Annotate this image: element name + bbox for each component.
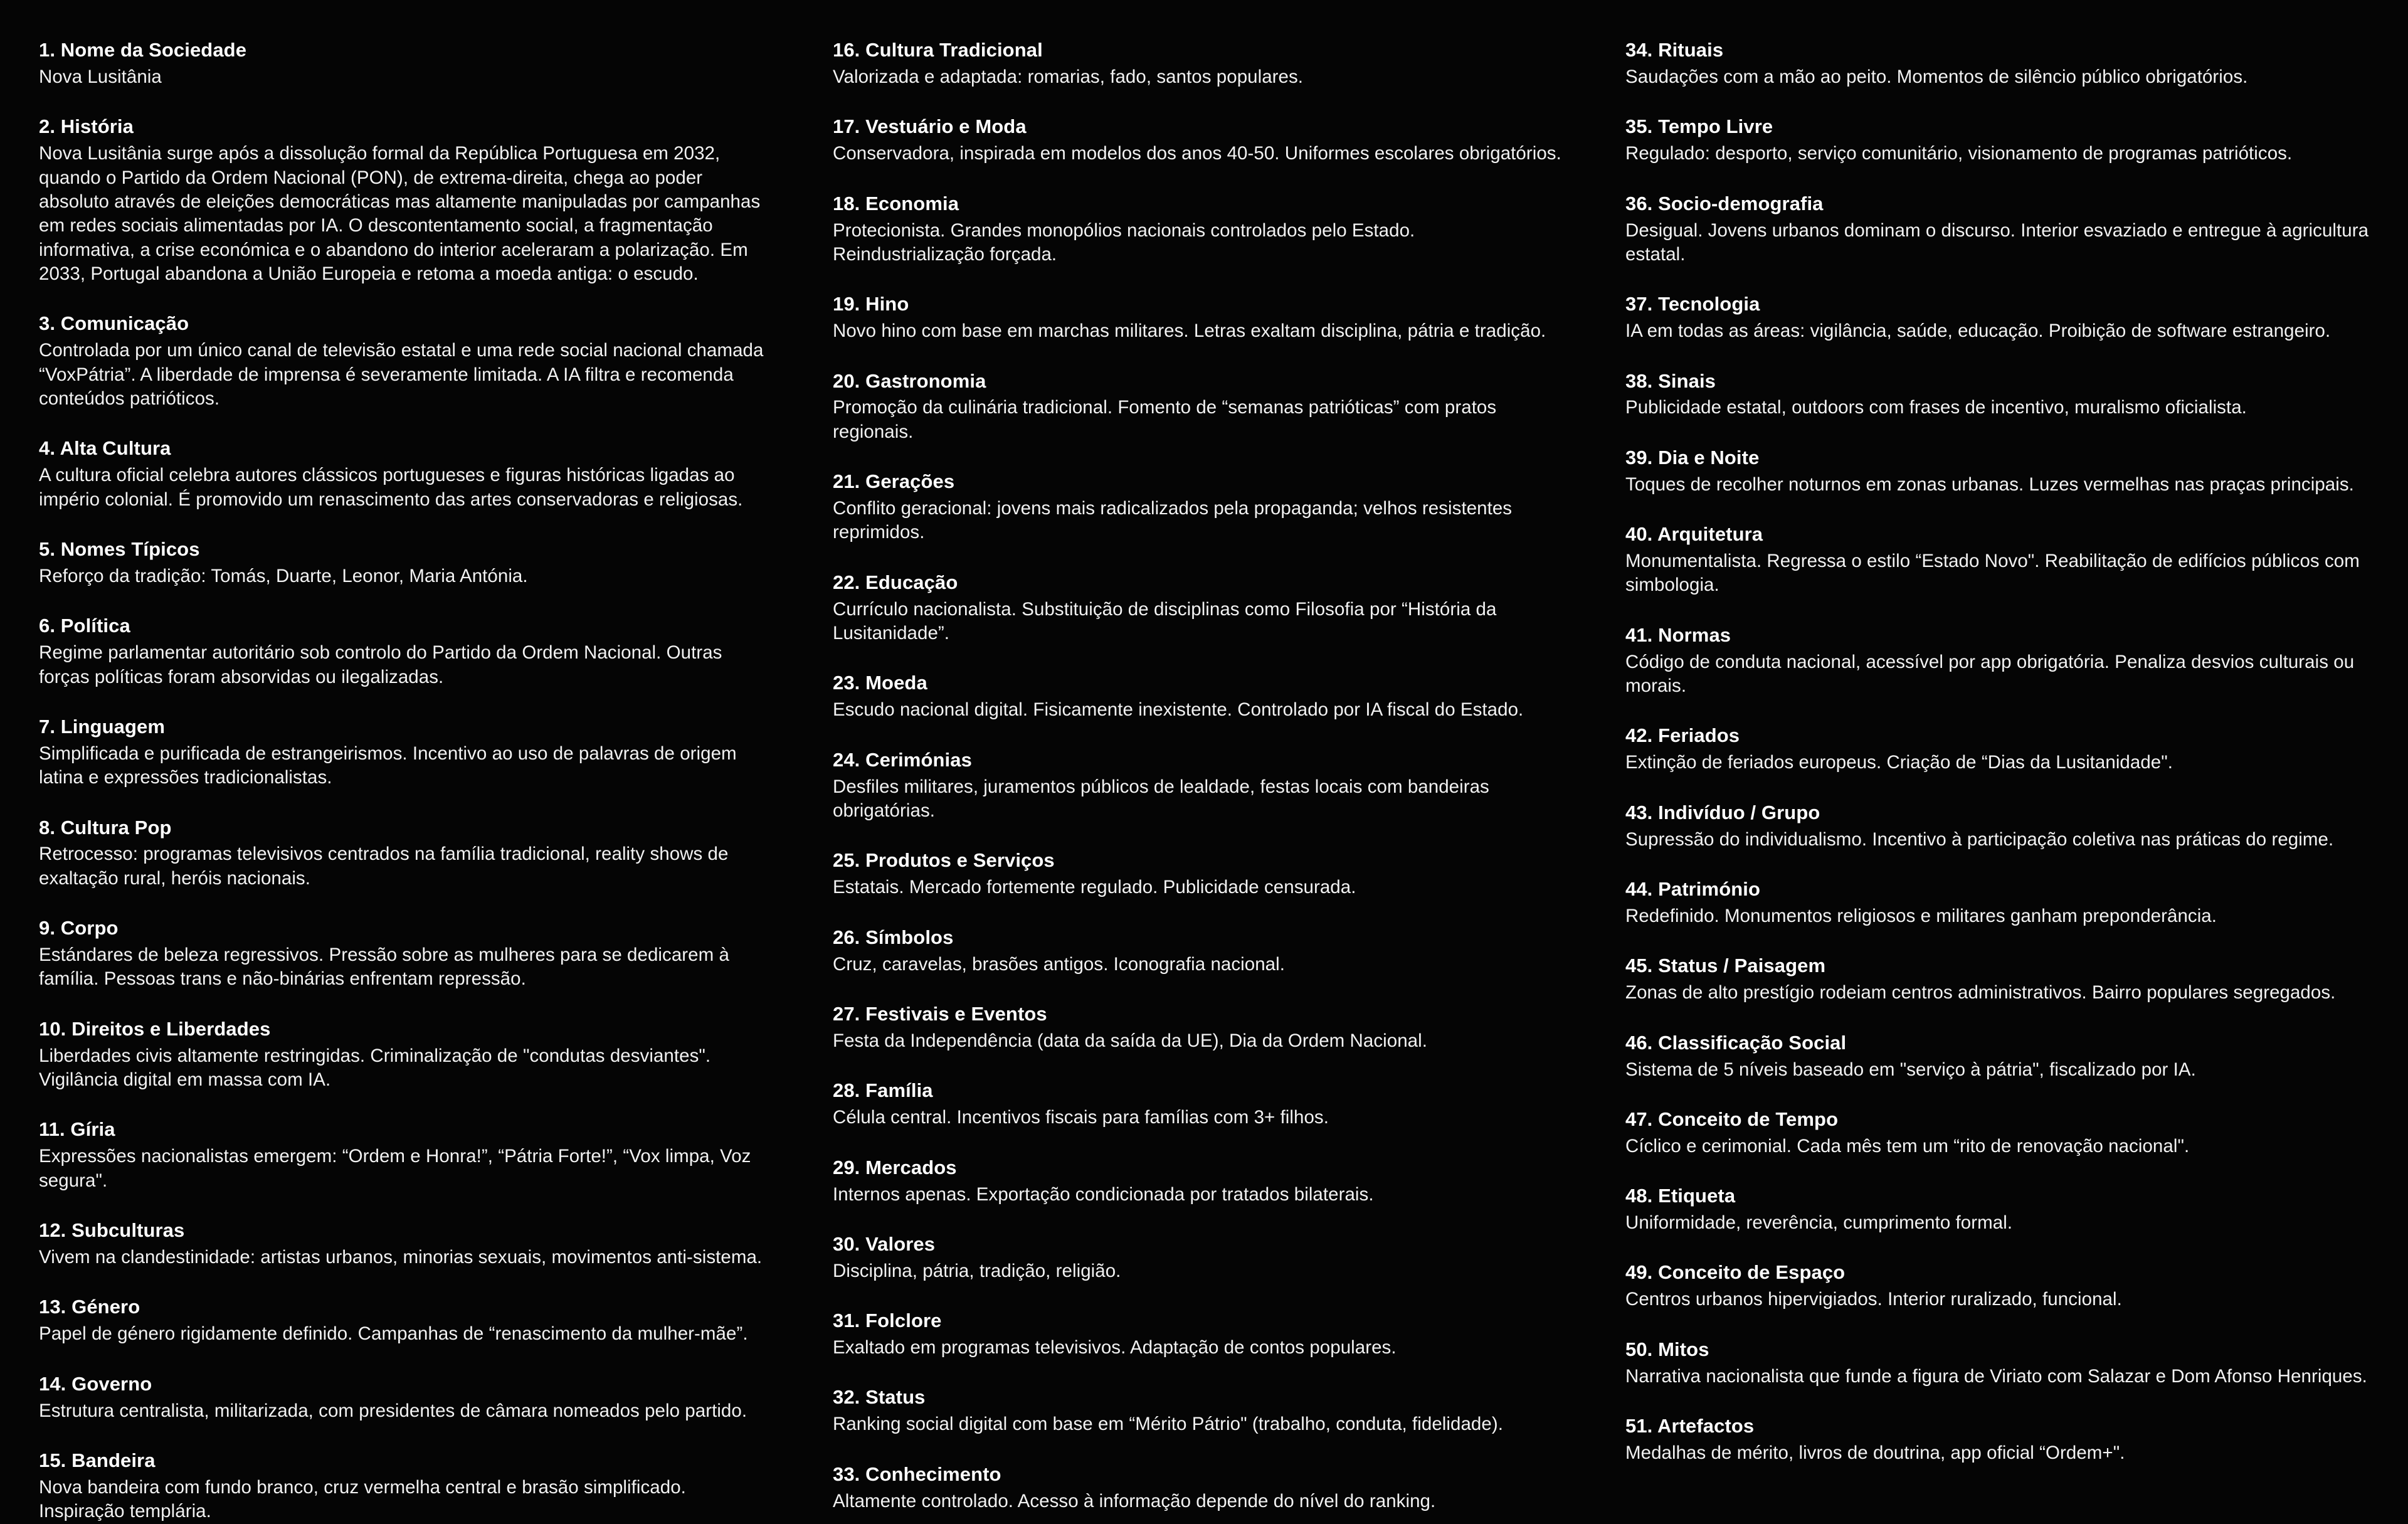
entry-title: 31. Folclore — [833, 1310, 942, 1332]
entry-title: 33. Conhecimento — [833, 1463, 1001, 1485]
entry-title: 26. Símbolos — [833, 926, 954, 948]
entry-body: Redefinido. Monumentos religiosos e militares ganham preponderância. — [1625, 905, 2217, 926]
entry-body: Monumentalista. Regressa o estilo “Estado Novo". Reabilitação de edifícios públicos com simbologia. — [1625, 551, 2360, 596]
entry — [1625, 878, 2382, 928]
entry-title: 9. Corpo — [39, 917, 119, 939]
entry-body: Festa da Independência (data da saída da UE), Dia da Ordem Nacional. — [833, 1030, 1427, 1051]
entry — [833, 1003, 1565, 1053]
entry-title: 25. Produtos e Serviços — [833, 849, 1055, 872]
entry-title: 23. Moeda — [833, 672, 927, 694]
entry — [833, 1156, 1565, 1207]
entry-body: Ranking social digital com base em “Mérito Pátrio" (trabalho, conduta, fidelidade). — [833, 1414, 1503, 1435]
entry-title: 44. Património — [1625, 878, 1761, 900]
entry-body: Sistema de 5 níveis baseado em "serviço à pátria", fiscalizado por IA. — [1625, 1059, 2196, 1080]
entry-body: Centros urbanos hipervigiados. Interior ruralizado, funcional. — [1625, 1289, 2122, 1310]
entry-body: Promoção da culinária tradicional. Fomento de “semanas patrióticas” com pratos regionais. — [833, 397, 1497, 442]
entry-title: 14. Governo — [39, 1372, 152, 1395]
entry-title: 48. Etiqueta — [1625, 1185, 1736, 1207]
entry — [39, 312, 766, 411]
entry-body: Novo hino com base em marchas militares. Letras exaltam disciplina, pátria e tradição. — [833, 320, 1546, 342]
entry — [833, 470, 1565, 545]
entry-title: 8. Cultura Pop — [39, 816, 172, 839]
entry-title: 19. Hino — [833, 293, 909, 315]
entry-title: 28. Família — [833, 1079, 933, 1102]
entry-body: Estándares de beleza regressivos. Pressão sobre as mulheres para se dedicarem à família. Pessoas trans e não-binárias enfrentam repressão. — [39, 945, 729, 990]
entry-body: Estatais. Mercado fortemente regulado. Publicidade censurada. — [833, 877, 1356, 898]
entry-title: 32. Status — [833, 1386, 926, 1409]
entry — [1625, 1108, 2382, 1158]
entry-title: 6. Política — [39, 615, 130, 637]
entry — [1625, 1185, 2382, 1235]
entry — [1625, 802, 2382, 852]
entry-body: Conservadora, inspirada em modelos dos anos 40-50. Uniformes escolares obrigatórios. — [833, 143, 1561, 164]
entry-title: 3. Comunicação — [39, 312, 189, 335]
entry-title: 50. Mitos — [1625, 1338, 1709, 1360]
entry-body: Nova Lusitânia surge após a dissolução formal da República Portuguesa em 2032, quando o Partido da Ordem Nacional (PON), de extrema-direita, chega ao poder absoluto através de eleições democráticas mas altamente manipuladas por campanhas em redes sociais alimentadas por IA. O descontentamento social, a fragmentação informativa, a crise económica e o abandono do interior aceleraram a polarização. Em 2033, Portugal abandona a União Europeia e retoma a moeda antiga: o escudo. — [39, 143, 761, 284]
entry — [39, 115, 766, 286]
entry-title: 37. Tecnologia — [1625, 293, 1760, 315]
entry — [1625, 447, 2382, 497]
column-2 — [803, 39, 1594, 1513]
entry — [1625, 370, 2382, 420]
entry-body: Extinção de feriados europeus. Criação de “Dias da Lusitanidade". — [1625, 752, 2173, 773]
entry — [39, 1449, 766, 1524]
entry — [833, 1079, 1565, 1130]
entry — [833, 749, 1565, 823]
entry-body: Desigual. Jovens urbanos dominam o discurso. Interior esvaziado e entregue à agricultura estatal. — [1625, 220, 2369, 265]
entry — [833, 672, 1565, 722]
entry-title: 18. Economia — [833, 192, 959, 214]
entry-body: Retrocesso: programas televisivos centrados na família tradicional, reality shows de exaltação rural, heróis nacionais. — [39, 844, 729, 889]
entry-body: Narrativa nacionalista que funde a figura de Viriato com Salazar e Dom Afonso Henriques. — [1625, 1365, 2367, 1387]
entry — [39, 437, 766, 512]
entry — [1625, 39, 2382, 89]
entry-body: Papel de género rigidamente definido. Campanhas de “renascimento da mulher-mãe”. — [39, 1323, 748, 1345]
entry-title: 1. Nome da Sociedade — [39, 39, 247, 61]
entry-body: Zonas de alto prestígio rodeiam centros administrativos. Bairro populares segregados. — [1625, 982, 2336, 1003]
entry-body: Publicidade estatal, outdoors com frases de incentivo, muralismo oficialista. — [1625, 397, 2247, 418]
entry — [39, 538, 766, 588]
entry-body: Vivem na clandestinidade: artistas urbanos, minorias sexuais, movimentos anti-sistema. — [39, 1247, 763, 1268]
entry-body: Supressão do individualismo. Incentivo à participação coletiva nas práticas do regime. — [1625, 828, 2334, 850]
column-3 — [1594, 39, 2408, 1465]
entry — [39, 917, 766, 992]
entry — [1625, 724, 2382, 775]
entry — [833, 571, 1565, 646]
entry-body: Escudo nacional digital. Fisicamente inexistente. Controlado por IA fiscal do Estado. — [833, 699, 1524, 721]
entry — [1625, 115, 2382, 166]
entry-body: Uniformidade, reverência, cumprimento formal. — [1625, 1212, 2013, 1234]
entry-title: 27. Festivais e Eventos — [833, 1002, 1047, 1025]
entry — [39, 1118, 766, 1193]
entry-body: Conflito geracional: jovens mais radicalizados pela propaganda; velhos resistentes reprimidos. — [833, 498, 1513, 543]
entry-title: 2. História — [39, 115, 134, 138]
entry-title: 43. Indivíduo / Grupo — [1625, 801, 1820, 823]
entry-title: 17. Vestuário e Moda — [833, 115, 1027, 138]
entry-title: 11. Gíria — [39, 1118, 115, 1141]
entry-title: 49. Conceito de Espaço — [1625, 1261, 1846, 1284]
entry-title: 42. Feriados — [1625, 724, 1740, 747]
entry — [1625, 1415, 2382, 1465]
entry-body: Protecionista. Grandes monopólios nacionais controlados pelo Estado. Reindustrialização forçada. — [833, 220, 1415, 265]
entry — [833, 1386, 1565, 1436]
entry-title: 34. Rituais — [1625, 39, 1724, 61]
entry — [1625, 193, 2382, 267]
entry-title: 45. Status / Paisagem — [1625, 955, 1826, 977]
entry — [39, 1219, 766, 1269]
entry — [39, 1018, 766, 1093]
entry-body: A cultura oficial celebra autores clássicos portugueses e figuras históricas ligadas ao império colonial. É promovido um renascimento das artes conservadoras e religiosas. — [39, 465, 743, 510]
entry — [1625, 1338, 2382, 1389]
entry-body: Reforço da tradição: Tomás, Duarte, Leonor, Maria Antónia. — [39, 565, 528, 586]
entry-title: 21. Gerações — [833, 470, 955, 493]
entry — [39, 39, 766, 89]
entry-body: Desfiles militares, juramentos públicos de lealdade, festas locais com bandeiras obrigatórias. — [833, 776, 1489, 822]
entry-title: 16. Cultura Tradicional — [833, 39, 1043, 61]
entry-body: Expressões nacionalistas emergem: “Ordem e Honra!”, “Pátria Forte!”, “Vox limpa, Voz segura". — [39, 1146, 751, 1191]
entry-title: 7. Linguagem — [39, 715, 166, 738]
entry-title: 20. Gastronomia — [833, 369, 986, 392]
entry-title: 36. Socio-demografia — [1625, 192, 1824, 214]
entry-title: 40. Arquitetura — [1625, 523, 1763, 546]
entry-title: 39. Dia e Noite — [1625, 446, 1760, 468]
entry-body: Currículo nacionalista. Substituição de disciplinas como Filosofia por “História da Lusitanidade”. — [833, 598, 1497, 644]
entry-title: 24. Cerimónias — [833, 748, 972, 771]
entry-body: Internos apenas. Exportação condicionada por tratados bilaterais. — [833, 1183, 1374, 1205]
entry-body: Nova Lusitânia — [39, 66, 162, 87]
entry-body: Altamente controlado. Acesso à informação depende do nível do ranking. — [833, 1490, 1436, 1511]
entry-body: Célula central. Incentivos fiscais para famílias com 3+ filhos. — [833, 1107, 1329, 1128]
entry-body: Regulado: desporto, serviço comunitário, visionamento de programas patrióticos. — [1625, 143, 2293, 164]
entry-title: 29. Mercados — [833, 1156, 957, 1178]
entry — [39, 615, 766, 689]
entry — [833, 115, 1565, 166]
entry — [833, 39, 1565, 89]
entry-body: Código de conduta nacional, acessível por app obrigatória. Penaliza desvios culturais ou morais. — [1625, 651, 2355, 697]
entry — [1625, 1261, 2382, 1311]
entry-title: 4. Alta Cultura — [39, 437, 171, 460]
entry-title: 35. Tempo Livre — [1625, 115, 1773, 138]
entry-title: 51. Artefactos — [1625, 1415, 1755, 1437]
entry-body: Controlada por um único canal de televisão estatal e uma rede social nacional chamada “VoxPátria”. A liberdade de imprensa é severamente limitada. A IA filtra e recomenda conteúdos patrióticos. — [39, 340, 764, 409]
entry-body: Regime parlamentar autoritário sob controlo do Partido da Ordem Nacional. Outras forças políticas foram absorvidas ou ilegalizadas. — [39, 642, 722, 687]
entry-body: Exaltado em programas televisivos. Adaptação de contos populares. — [833, 1337, 1397, 1358]
entry — [833, 193, 1565, 267]
entry-body: Saudações com a mão ao peito. Momentos de silêncio público obrigatórios. — [1625, 66, 2248, 87]
entry-title: 46. Classificação Social — [1625, 1031, 1847, 1054]
entry-title: 5. Nomes Típicos — [39, 537, 200, 560]
entry-body: Nova bandeira com fundo branco, cruz vermelha central e brasão simplificado. Inspiração templária. — [39, 1476, 686, 1522]
entry — [833, 926, 1565, 976]
entry-title: 12. Subculturas — [39, 1219, 185, 1242]
entry-title: 15. Bandeira — [39, 1449, 156, 1471]
entry — [39, 1296, 766, 1346]
entry-body: Disciplina, pátria, tradição, religião. — [833, 1260, 1121, 1281]
entry-body: Valorizada e adaptada: romarias, fado, santos populares. — [833, 66, 1304, 87]
entry-title: 30. Valores — [833, 1232, 936, 1255]
entry-body: Cruz, caravelas, brasões antigos. Iconografia nacional. — [833, 953, 1285, 975]
entry-body: Toques de recolher noturnos em zonas urbanas. Luzes vermelhas nas praças principais. — [1625, 474, 2354, 495]
entry-body: Estrutura centralista, militarizada, com presidentes de câmara nomeados pelo partido. — [39, 1400, 747, 1421]
entry — [1625, 955, 2382, 1005]
entry-title: 10. Direitos e Liberdades — [39, 1017, 271, 1040]
entry — [39, 1373, 766, 1423]
entry — [39, 716, 766, 790]
column-1 — [0, 39, 803, 1524]
entry — [1625, 1032, 2382, 1082]
entry-title: 13. Género — [39, 1296, 140, 1318]
entry-body: Simplificada e purificada de estrangeirismos. Incentivo ao uso de palavras de origem latina e expressões tradicionalistas. — [39, 743, 737, 788]
entry — [833, 849, 1565, 899]
entry — [833, 1310, 1565, 1360]
entry-title: 41. Normas — [1625, 623, 1731, 646]
entry-body: Cíclico e cerimonial. Cada mês tem um “rito de renovação nacional". — [1625, 1135, 2190, 1156]
entry — [1625, 523, 2382, 598]
entry — [833, 1233, 1565, 1283]
entry — [833, 1463, 1565, 1513]
entry — [39, 817, 766, 891]
entry-body: Medalhas de mérito, livros de doutrina, app oficial “Ordem+". — [1625, 1442, 2125, 1464]
entry-title: 22. Educação — [833, 571, 958, 593]
entry-title: 38. Sinais — [1625, 369, 1716, 392]
entry — [1625, 293, 2382, 343]
entry-title: 47. Conceito de Tempo — [1625, 1108, 1839, 1130]
entry — [1625, 624, 2382, 699]
entry — [833, 293, 1565, 343]
entry-body: Liberdades civis altamente restringidas. Criminalização de "condutas desviantes". Vigilância digital em massa com IA. — [39, 1045, 711, 1091]
entry-body: IA em todas as áreas: vigilância, saúde, educação. Proibição de software estrangeiro. — [1625, 320, 2331, 342]
entry — [833, 370, 1565, 445]
